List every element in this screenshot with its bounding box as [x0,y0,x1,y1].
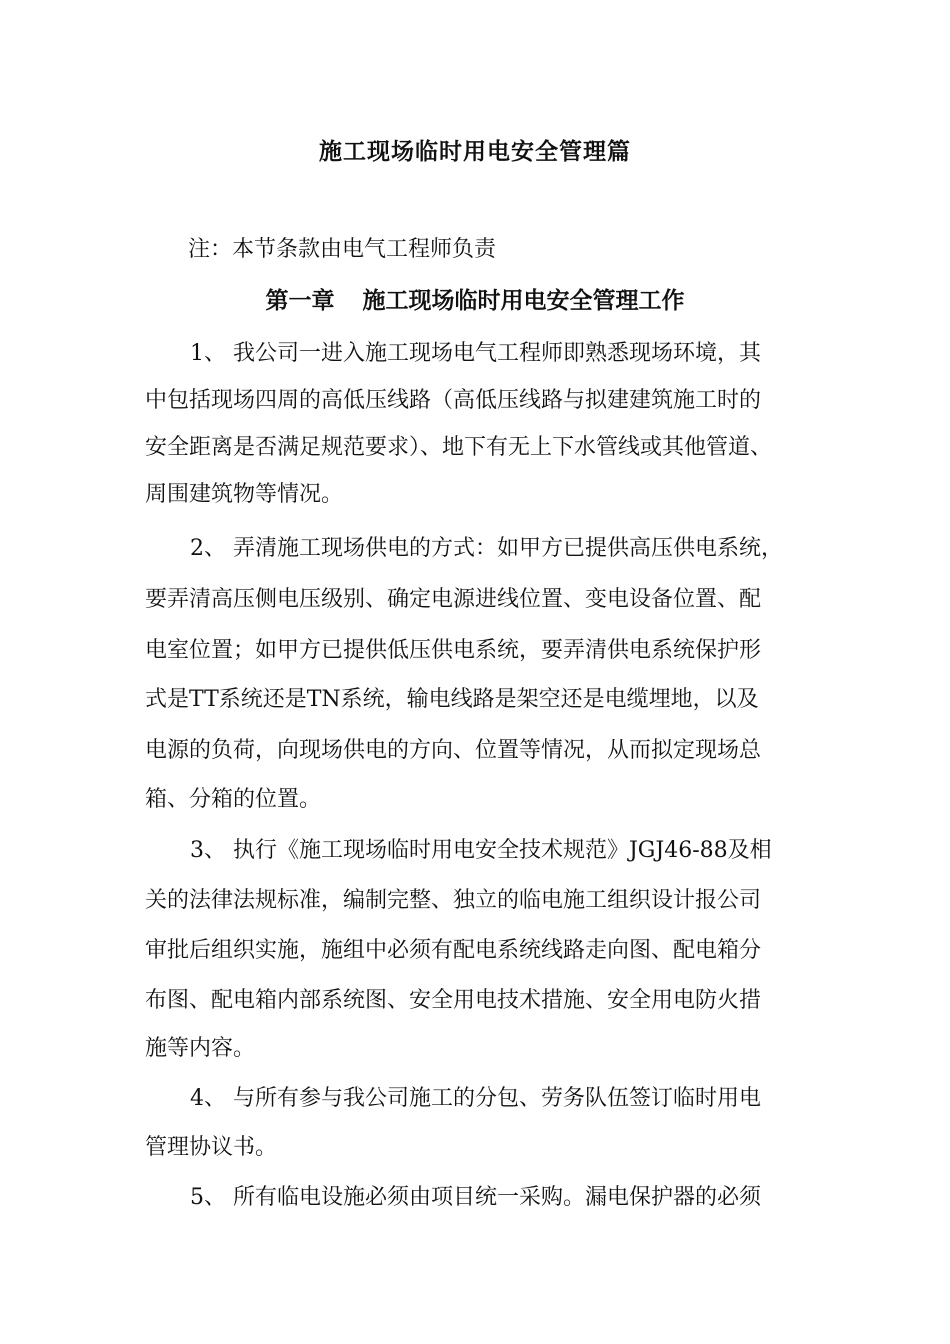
body-line: 电室位置；如甲方已提供低压供电系统，要弄清供电系统保护形 [145,638,762,663]
body-line: 施等内容。 [145,1036,256,1061]
body-line: 审批后组织实施，施组中必须有配电系统线路走向图、配电箱分 [145,938,762,963]
body-line: 安全距离是否满足规范要求）、地下有无上下水管线或其他管道、 [145,435,773,460]
body-line: 要弄清高压侧电压级别、确定电源进线位置、变电设备位置、配 [145,587,762,612]
body-line: 式是TT系统还是TN系统，输电线路是架空还是电缆埋地，以及 [145,687,759,712]
responsibility-note: 注：本节条款由电气工程师负责 [188,237,497,262]
body-line: 布图、配电箱内部系统图、安全用电技术措施、安全用电防火措 [145,988,762,1013]
body-line: 4、 与所有参与我公司施工的分包、劳务队伍签订临时用电 [190,1086,761,1111]
document-title: 施工现场临时用电安全管理篇 [319,138,631,165]
body-line: 电源的负荷，向现场供电的方向、位置等情况，从而拟定现场总 [145,738,762,763]
body-line: 5、 所有临电设施必须由项目统一采购。漏电保护器的必须 [190,1185,761,1210]
body-line: 关的法律法规标准，编制完整、独立的临电施工组织设计报公司 [145,888,762,913]
body-line: 2、 弄清施工现场供电的方式：如甲方已提供高压供电系统， [190,536,783,561]
chapter-heading [0,282,950,320]
body-line: 1、 我公司一进入施工现场电气工程师即熟悉现场环境，其 [190,341,761,366]
chapter-number: 第一章 [265,287,335,314]
chapter-title: 施工现场临时用电安全管理工作 [362,287,685,314]
body-line: 周围建筑物等情况。 [145,482,344,507]
body-line: 3、 执行《施工现场临时用电安全技术规范》JGJ46-88及相 [190,838,772,863]
body-line: 箱、分箱的位置。 [145,787,322,812]
body-line: 管理协议书。 [145,1135,278,1160]
body-line: 中包括现场四周的高低压线路（高低压线路与拟建建筑施工时的 [145,388,762,413]
